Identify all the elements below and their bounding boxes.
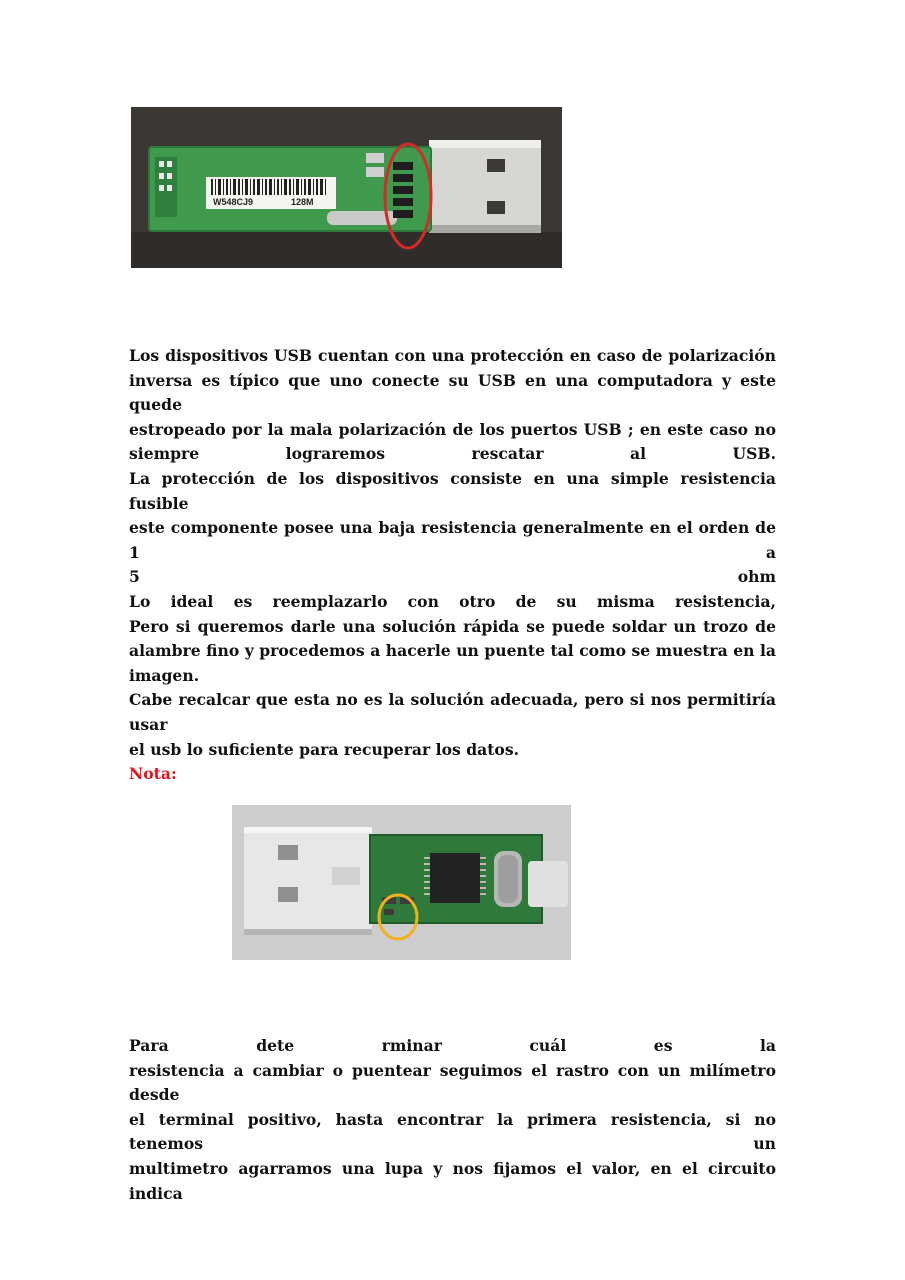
usb-pcb-illustration-bottom xyxy=(232,805,571,960)
text-block-1 xyxy=(129,344,776,787)
barcode-text: W548CJ9 xyxy=(213,197,254,207)
paragraph-line: estropeado por la mala polarización de los puertos USB ; en este caso no xyxy=(129,419,776,439)
paragraph-line: este componente posee una baja resistencia generalmente en el orden de 1 a xyxy=(129,518,776,562)
paragraph-line: multimetro agarramos una lupa y nos fijamos el valor, en el circuito indica xyxy=(129,1158,776,1203)
first-line-text: Para dete rminar cuál es la xyxy=(129,1036,776,1055)
paragraph-line: Los dispositivos USB cuentan con una protección en caso de polarización xyxy=(129,346,776,365)
paragraph-line: imagen. xyxy=(129,665,200,685)
paragraph-line: Pero si queremos darle una solución rápida se puede soldar un trozo de xyxy=(129,616,776,636)
paragraph-line: inversa es típico que uno conecte su USB en una computadora y este quede xyxy=(129,370,776,415)
paragraph-line: La protección de los dispositivos consiste en una simple resistencia fusible xyxy=(129,468,776,513)
paragraph-line: siempre lograremos rescatar al USB. xyxy=(129,444,776,464)
capacity-text: 128M xyxy=(291,197,314,207)
usb-pcb-photo-bottom xyxy=(232,805,571,960)
paragraph-line: alambre fino y procedemos a hacerle un puente tal como se muestra en la xyxy=(129,641,776,661)
paragraph-line: el usb lo suficiente para recuperar los datos. xyxy=(129,739,520,759)
paragraph-line: Lo ideal es reemplazarlo con otro de su misma resistencia, xyxy=(129,591,776,611)
paragraph-line: el terminal positivo, hasta encontrar la primera resistencia, si no tenemos un xyxy=(129,1109,776,1154)
text-block-2 xyxy=(129,1034,776,1206)
paragraph-line: resistencia a cambiar o puentear seguimos el rastro con un milímetro desde xyxy=(129,1060,776,1105)
paragraph-line: Cabe recalcar que esta no es la solución adecuada, pero si nos permitiría usar xyxy=(129,690,776,734)
usb-pcb-photo-top xyxy=(131,107,562,268)
paragraph-line: 5 ohm xyxy=(129,567,776,587)
usb-pcb-illustration-top xyxy=(131,107,562,268)
note-label: Nota: xyxy=(129,764,177,784)
paragraph-line xyxy=(129,1034,776,1059)
